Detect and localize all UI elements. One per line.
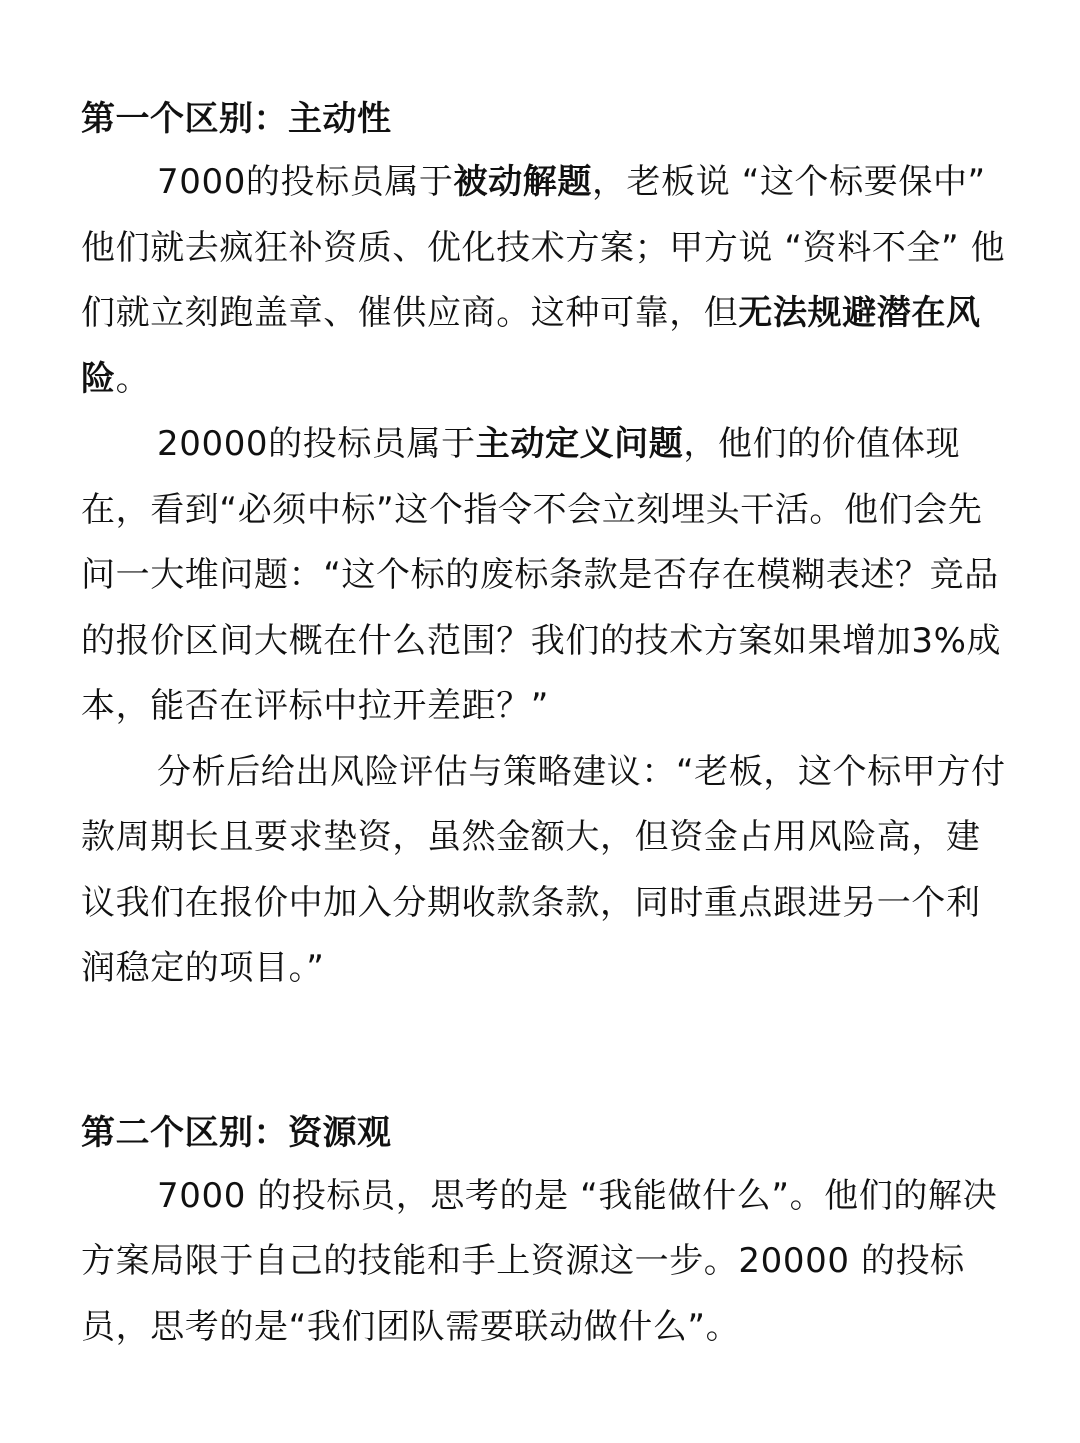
bold-text-run: 无法规避潜在风险	[81, 293, 981, 399]
text-run: 7000的投标员属于	[157, 162, 454, 202]
section-heading: 第二个区别：资源观	[81, 1112, 392, 1153]
text-run: ，老板说 “这个标要保中” 他们就去疯狂补资质、优化技术方案；甲方说 “资料不全” 他们就立刻跑盖章、催供应商。这种可靠，但	[81, 162, 1006, 333]
section-resource-view	[81, 1102, 1011, 1361]
section-initiative	[81, 88, 1011, 1002]
paragraph	[81, 412, 1011, 740]
paragraph	[81, 150, 1011, 412]
text-run: 20000的投标员属于	[157, 424, 476, 464]
paragraph	[81, 740, 1011, 1002]
text-run: ，他们的价值体现在，看到“必须中标”这个指令不会立刻埋头干活。他们会先问一大堆问题：“这个标的废标条款是否存在模糊表述？竞品的报价区间大概在什么范围？我们的技术方案如果增加3%成本，能否在评标中拉开差距？”	[81, 424, 1002, 726]
text-run: 分析后给出风险评估与策略建议：“老板，这个标甲方付款周期长且要求垫资，虽然金额大，但资金占用风险高，建议我们在报价中加入分期收款条款，同时重点跟进另一个利润稳定的项目。”	[81, 751, 1006, 988]
bold-text-run: 被动解题	[453, 162, 592, 202]
text-run: 7000 的投标员，思考的是 “我能做什么”。他们的解决方案局限于自己的技能和手上资源这一步。20000 的投标员，思考的是“我们团队需要联动做什么”。	[81, 1175, 998, 1347]
article-body	[81, 88, 1011, 1360]
section-heading: 第一个区别：主动性	[81, 99, 392, 139]
paragraph	[81, 1164, 1011, 1361]
bold-text-run: 主动定义问题	[475, 424, 684, 464]
text-run: 。	[115, 358, 151, 399]
